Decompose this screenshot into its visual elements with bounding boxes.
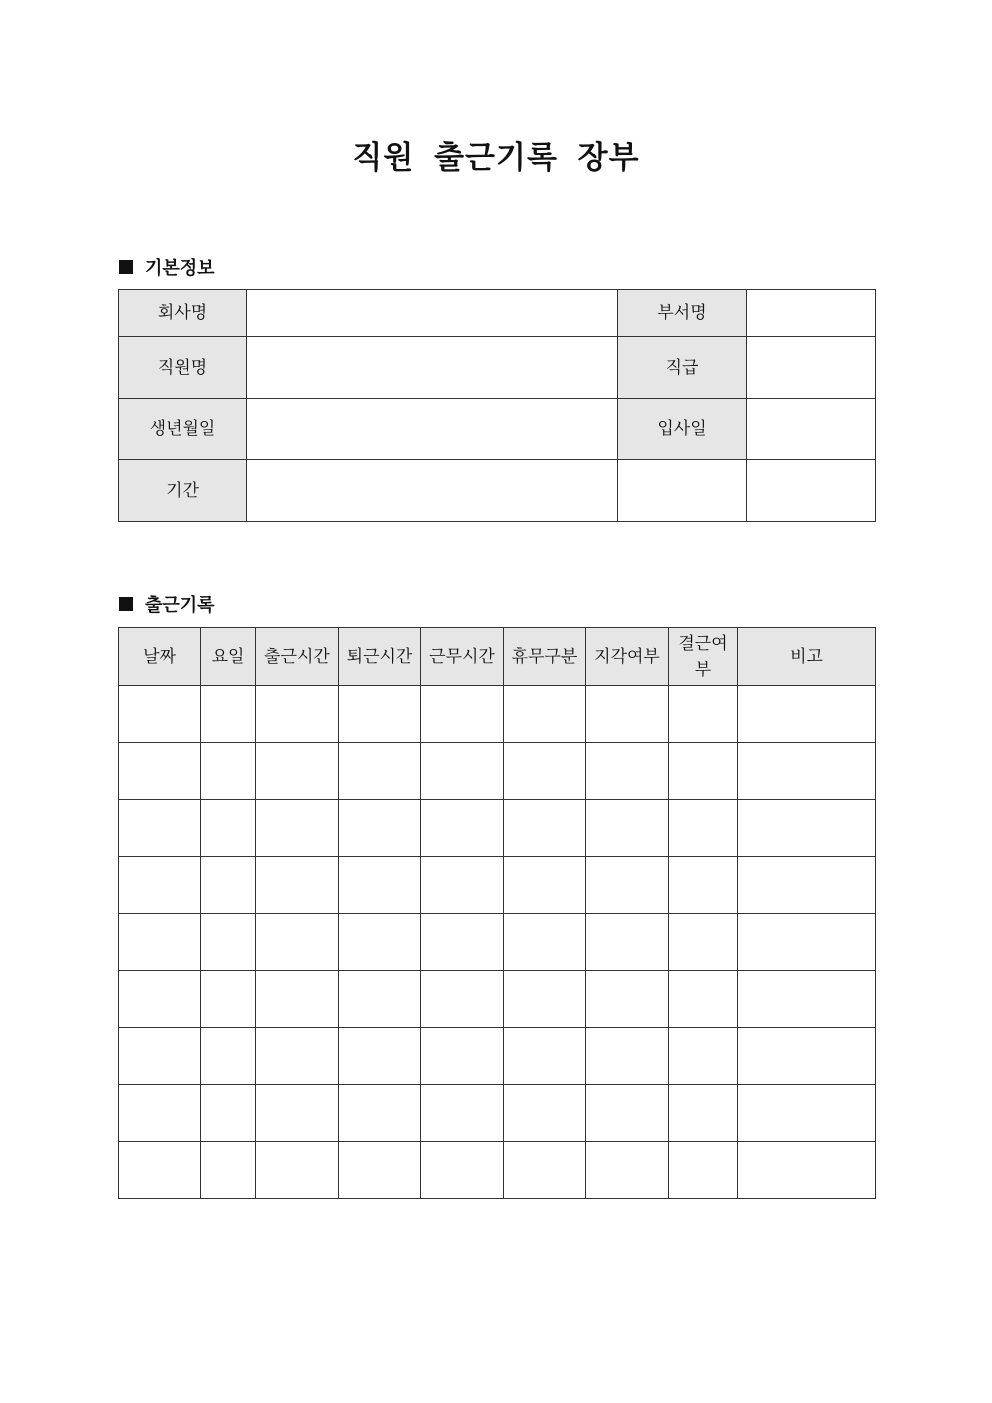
company-name-label: 회사명	[119, 290, 247, 337]
cell-remarks[interactable]	[738, 1142, 876, 1199]
cell-absent[interactable]	[669, 1085, 738, 1142]
cell-leave-type[interactable]	[504, 686, 586, 743]
table-row	[119, 1085, 876, 1142]
col-header-clock-in: 출근시간	[256, 628, 339, 686]
page-title: 직원 출근기록 장부	[352, 140, 640, 176]
cell-clock-in[interactable]	[256, 686, 339, 743]
cell-clock-in[interactable]	[256, 743, 339, 800]
cell-leave-type[interactable]	[504, 1028, 586, 1085]
square-bullet-icon	[119, 597, 133, 611]
cell-work-hours[interactable]	[421, 743, 504, 800]
cell-date[interactable]	[119, 1028, 201, 1085]
cell-date[interactable]	[119, 743, 201, 800]
basic-info-heading	[119, 254, 215, 280]
cell-work-hours[interactable]	[421, 857, 504, 914]
birth-date-label: 생년월일	[119, 399, 247, 460]
cell-remarks[interactable]	[738, 857, 876, 914]
attendance-heading	[119, 591, 215, 617]
cell-late[interactable]	[586, 1085, 669, 1142]
cell-absent[interactable]	[669, 686, 738, 743]
cell-weekday[interactable]	[201, 914, 256, 971]
cell-date[interactable]	[119, 686, 201, 743]
cell-absent[interactable]	[669, 743, 738, 800]
period-field[interactable]	[247, 460, 618, 522]
cell-late[interactable]	[586, 743, 669, 800]
table-row	[119, 971, 876, 1028]
cell-work-hours[interactable]	[421, 1028, 504, 1085]
cell-late[interactable]	[586, 914, 669, 971]
info-row-birth	[119, 399, 876, 460]
cell-remarks[interactable]	[738, 743, 876, 800]
cell-weekday[interactable]	[201, 1028, 256, 1085]
cell-absent[interactable]	[669, 1028, 738, 1085]
cell-clock-in[interactable]	[256, 1085, 339, 1142]
department-label: 부서명	[618, 290, 747, 337]
cell-leave-type[interactable]	[504, 1142, 586, 1199]
blank-cell-1[interactable]	[618, 460, 747, 522]
cell-date[interactable]	[119, 1085, 201, 1142]
info-row-period	[119, 460, 876, 522]
employee-name-label: 직원명	[119, 337, 247, 399]
cell-weekday[interactable]	[201, 971, 256, 1028]
cell-clock-out[interactable]	[339, 686, 421, 743]
cell-late[interactable]	[586, 857, 669, 914]
table-row	[119, 857, 876, 914]
cell-date[interactable]	[119, 800, 201, 857]
cell-leave-type[interactable]	[504, 971, 586, 1028]
hire-date-label: 입사일	[618, 399, 747, 460]
cell-clock-out[interactable]	[339, 971, 421, 1028]
cell-leave-type[interactable]	[504, 800, 586, 857]
square-bullet-icon	[119, 260, 133, 274]
company-name-field[interactable]	[247, 290, 618, 337]
cell-weekday[interactable]	[201, 686, 256, 743]
cell-clock-in[interactable]	[256, 914, 339, 971]
cell-leave-type[interactable]	[504, 1085, 586, 1142]
cell-leave-type[interactable]	[504, 743, 586, 800]
attendance-heading-text: 출근기록	[145, 595, 215, 616]
cell-work-hours[interactable]	[421, 1142, 504, 1199]
cell-clock-in[interactable]	[256, 1028, 339, 1085]
cell-clock-out[interactable]	[339, 743, 421, 800]
cell-work-hours[interactable]	[421, 971, 504, 1028]
cell-weekday[interactable]	[201, 857, 256, 914]
cell-clock-out[interactable]	[339, 1085, 421, 1142]
cell-weekday[interactable]	[201, 1142, 256, 1199]
cell-remarks[interactable]	[738, 1085, 876, 1142]
employee-name-field[interactable]	[247, 337, 618, 399]
table-row	[119, 914, 876, 971]
attendance-header-row	[119, 628, 876, 686]
cell-remarks[interactable]	[738, 800, 876, 857]
cell-late[interactable]	[586, 1142, 669, 1199]
table-row	[119, 686, 876, 743]
cell-clock-in[interactable]	[256, 1142, 339, 1199]
cell-date[interactable]	[119, 1142, 201, 1199]
cell-remarks[interactable]	[738, 914, 876, 971]
col-header-absent: 결근여부	[669, 628, 738, 686]
cell-remarks[interactable]	[738, 1028, 876, 1085]
cell-late[interactable]	[586, 800, 669, 857]
cell-late[interactable]	[586, 971, 669, 1028]
position-field[interactable]	[747, 337, 876, 399]
cell-leave-type[interactable]	[504, 857, 586, 914]
cell-absent[interactable]	[669, 914, 738, 971]
basic-info-table	[118, 289, 876, 522]
basic-info-heading-text: 기본정보	[145, 258, 215, 279]
cell-date[interactable]	[119, 914, 201, 971]
cell-clock-in[interactable]	[256, 971, 339, 1028]
cell-leave-type[interactable]	[504, 914, 586, 971]
department-field[interactable]	[747, 290, 876, 337]
cell-clock-out[interactable]	[339, 1142, 421, 1199]
table-row	[119, 743, 876, 800]
col-header-remarks: 비고	[738, 628, 876, 686]
cell-work-hours[interactable]	[421, 686, 504, 743]
cell-clock-out[interactable]	[339, 857, 421, 914]
hire-date-field[interactable]	[747, 399, 876, 460]
cell-clock-out[interactable]	[339, 1028, 421, 1085]
col-header-work-hours: 근무시간	[421, 628, 504, 686]
table-row	[119, 800, 876, 857]
col-header-late: 지각여부	[586, 628, 669, 686]
cell-late[interactable]	[586, 1028, 669, 1085]
blank-cell-2[interactable]	[747, 460, 876, 522]
position-label: 직급	[618, 337, 747, 399]
cell-remarks[interactable]	[738, 686, 876, 743]
cell-work-hours[interactable]	[421, 1085, 504, 1142]
cell-absent[interactable]	[669, 1142, 738, 1199]
cell-work-hours[interactable]	[421, 800, 504, 857]
cell-date[interactable]	[119, 857, 201, 914]
cell-late[interactable]	[586, 686, 669, 743]
table-row	[119, 1142, 876, 1199]
col-header-clock-out: 퇴근시간	[339, 628, 421, 686]
cell-remarks[interactable]	[738, 971, 876, 1028]
cell-work-hours[interactable]	[421, 914, 504, 971]
cell-absent[interactable]	[669, 857, 738, 914]
attendance-table	[118, 627, 876, 1199]
period-label: 기간	[119, 460, 247, 522]
cell-clock-in[interactable]	[256, 800, 339, 857]
cell-date[interactable]	[119, 971, 201, 1028]
cell-weekday[interactable]	[201, 1085, 256, 1142]
cell-clock-out[interactable]	[339, 800, 421, 857]
col-header-leave-type: 휴무구분	[504, 628, 586, 686]
info-row-employee	[119, 337, 876, 399]
col-header-weekday: 요일	[201, 628, 256, 686]
birth-date-field[interactable]	[247, 399, 618, 460]
cell-clock-in[interactable]	[256, 857, 339, 914]
cell-absent[interactable]	[669, 971, 738, 1028]
cell-clock-out[interactable]	[339, 914, 421, 971]
table-row	[119, 1028, 876, 1085]
cell-weekday[interactable]	[201, 743, 256, 800]
cell-weekday[interactable]	[201, 800, 256, 857]
info-row-company	[119, 290, 876, 337]
col-header-date: 날짜	[119, 628, 201, 686]
cell-absent[interactable]	[669, 800, 738, 857]
